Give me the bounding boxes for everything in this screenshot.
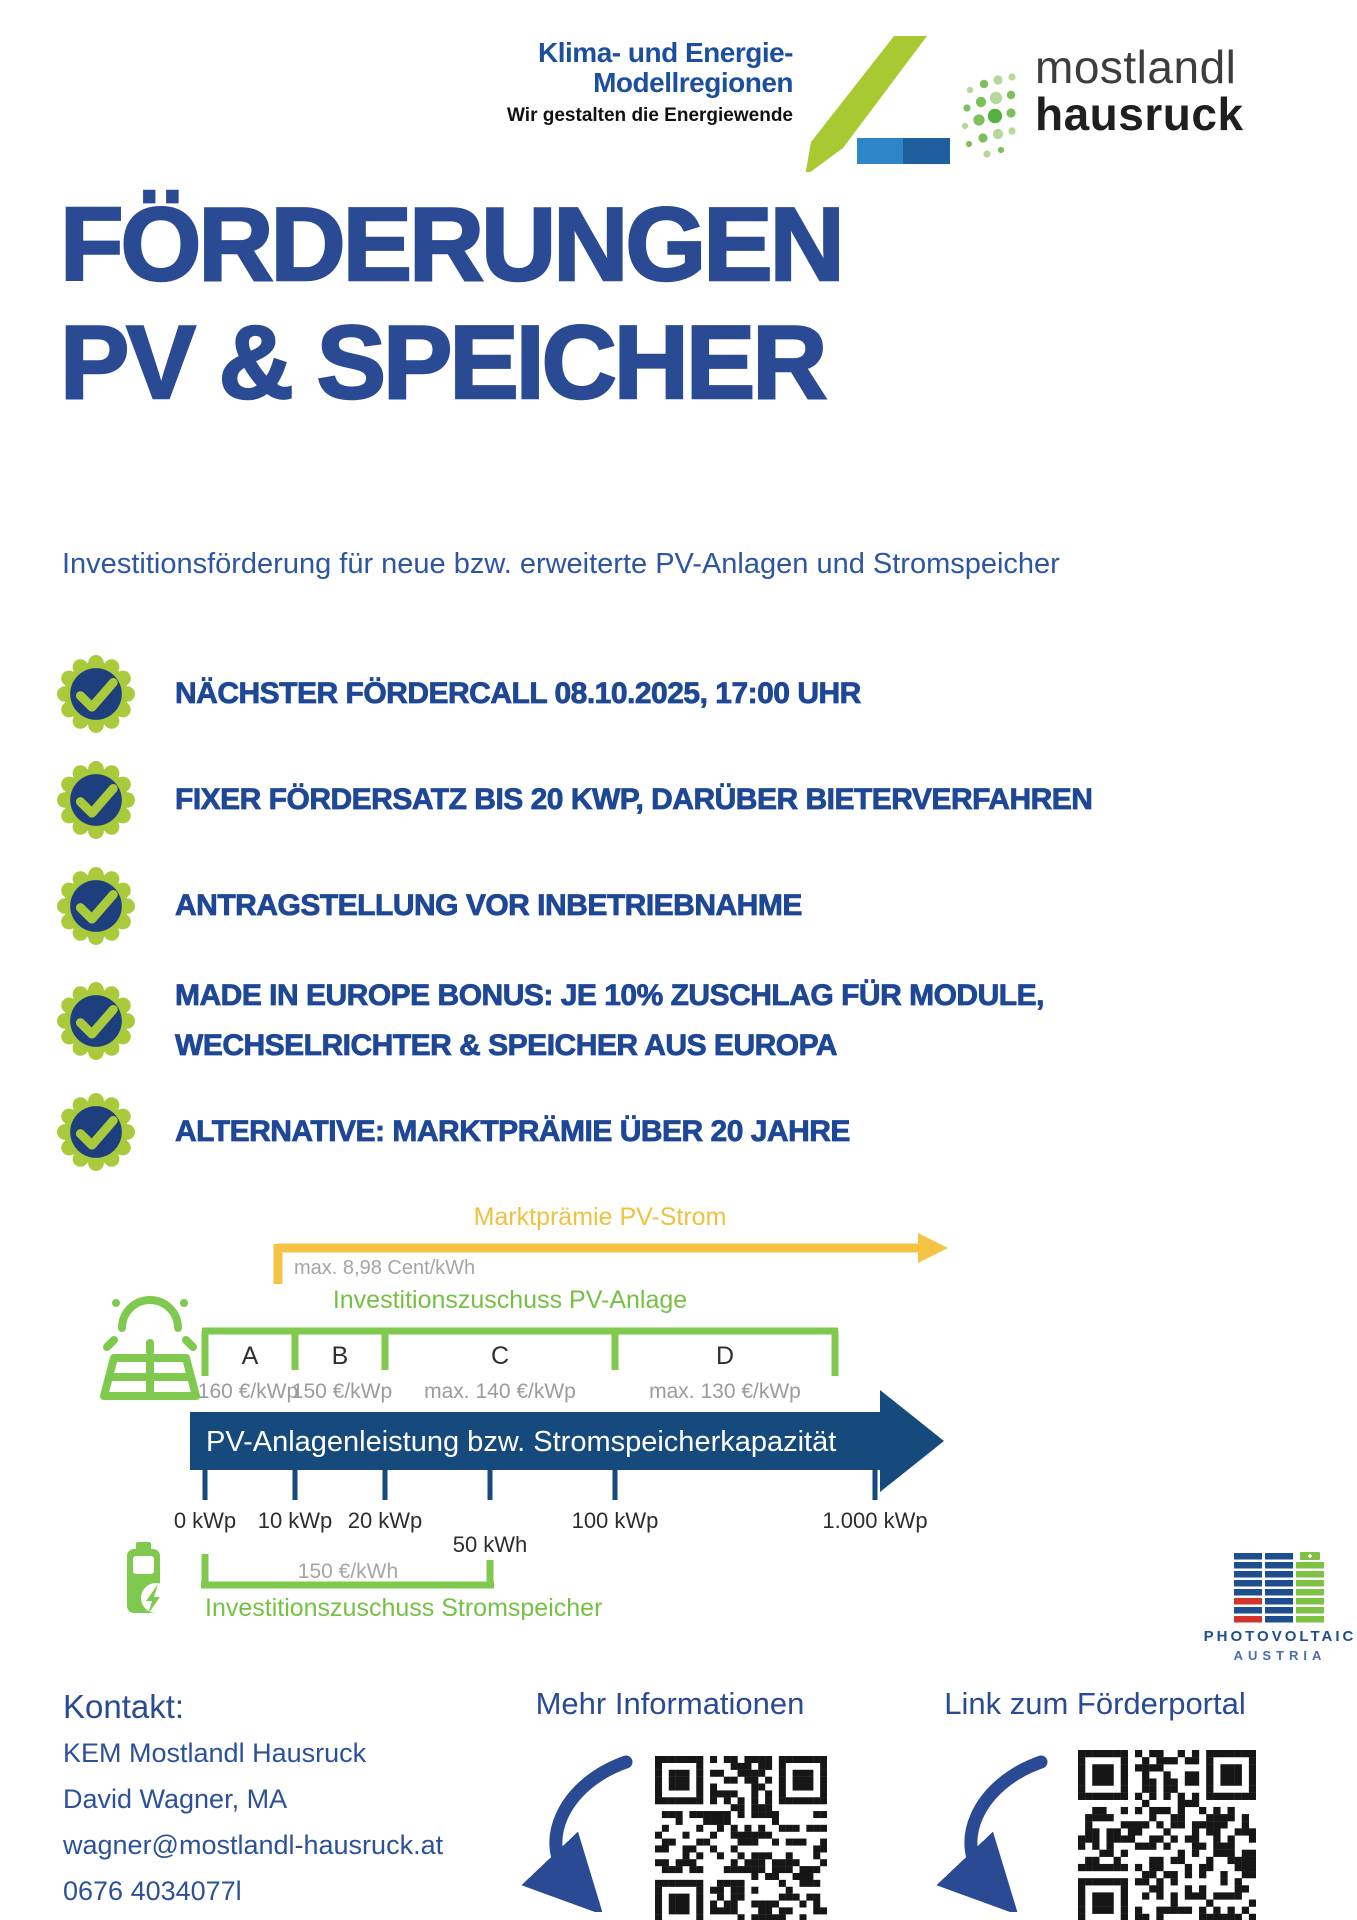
speicher-rate: 150 €/kWh xyxy=(297,1560,399,1583)
marktpraemie-label: Marktprämie PV-Strom xyxy=(473,1203,727,1231)
segment-a-rate: 160 €/kWp xyxy=(197,1380,299,1403)
checklist-item-label: FIXER FÖRDERSATZ BIS 20 KWP, DARÜBER BIETERVERFAHREN xyxy=(175,783,1093,816)
segment-b-label: B xyxy=(331,1342,349,1370)
check-badge-icon xyxy=(55,865,137,947)
page-title xyxy=(60,186,842,422)
kontakt-line: wagner@mostlandl-hausruck.at xyxy=(63,1830,444,1860)
checklist-item-label: MADE IN EUROPE BONUS: JE 10% ZUSCHLAG FÜR MODULE, WECHSELRICHTER & SPEICHER AUS EUROPA xyxy=(175,979,1044,1062)
marktpraemie-note: max. 8,98 Cent/kWh xyxy=(294,1257,476,1279)
axis-tick-label-10kwp: 10 kWp xyxy=(257,1508,333,1533)
kem-logo-line1: Klima- und Energie- xyxy=(538,37,793,68)
checklist-item xyxy=(55,1090,1315,1174)
pv-bonus-label: Investitionszuschuss PV-Anlage xyxy=(332,1286,688,1314)
checklist-item-label: NÄCHSTER FÖRDERCALL 08.10.2025, 17:00 UHR xyxy=(175,677,861,710)
funding-diagram xyxy=(80,1200,1357,1620)
kontakt-heading: Kontakt: xyxy=(63,1688,185,1725)
segment-d-label: D xyxy=(715,1342,735,1370)
pv-bonus-bracket xyxy=(202,1331,838,1376)
segment-d-rate: max. 130 €/kWp xyxy=(649,1380,801,1403)
axis-tick-label-50kwh: 50 kWh xyxy=(452,1532,528,1557)
mostlandl-dots-icon xyxy=(958,62,1030,170)
checklist-item-label: ANTRAGSTELLUNG VOR INBETRIEBNAHME xyxy=(175,889,802,922)
check-badge-icon xyxy=(55,759,137,841)
portal-heading: Link zum Förderportal xyxy=(944,1686,1246,1721)
axis-ticks xyxy=(205,1470,875,1500)
segment-a-label: A xyxy=(241,1342,259,1370)
pv-austria-line1: PHOTOVOLTAIC xyxy=(1203,1628,1357,1645)
segment-c-rate: max. 140 €/kWp xyxy=(424,1380,576,1403)
subtitle: Investitionsförderung für neue bzw. erweiterte PV-Anlagen und Stromspeicher xyxy=(62,548,1060,580)
kem-logo-tagline: Wir gestalten die Energiewende xyxy=(507,105,793,126)
pv-austria-wordmark xyxy=(1185,1628,1357,1663)
qr-code-portal xyxy=(1078,1750,1256,1920)
checklist-item xyxy=(55,966,1315,1076)
checklist-item xyxy=(55,652,1315,736)
battery-icon xyxy=(127,1542,171,1614)
info-heading: Mehr Informationen xyxy=(535,1686,805,1721)
kem-logo-text xyxy=(507,38,793,127)
axis-tick-label-1000kwp: 1.000 kWp xyxy=(822,1508,928,1533)
pv-austria-logo xyxy=(1185,1552,1357,1663)
axis-tick-label-20kwp: 20 kWp xyxy=(347,1508,423,1533)
check-badge-icon xyxy=(55,653,137,735)
pv-austria-line2: AUSTRIA xyxy=(1233,1648,1327,1663)
kontakt-line: 0676 4034077l xyxy=(63,1876,242,1906)
brand-mostlandl: mostlandl xyxy=(1035,41,1237,93)
checklist-item xyxy=(55,864,1315,948)
checklist-item-label: ALTERNATIVE: MARKTPRÄMIE ÜBER 20 JAHRE xyxy=(175,1115,850,1148)
kontakt-line: KEM Mostlandl Hausruck xyxy=(63,1738,367,1768)
segment-c-label: C xyxy=(490,1342,510,1370)
curved-arrow-icon xyxy=(518,1752,648,1912)
axis-title: PV-Anlagenleistung bzw. Stromspeicherkapazität xyxy=(206,1426,837,1458)
page-title-line1: FÖRDERUNGEN xyxy=(60,187,842,303)
brand-hausruck: hausruck xyxy=(1035,88,1244,140)
curved-arrow-icon xyxy=(933,1752,1063,1912)
check-badge-icon xyxy=(55,1091,137,1173)
checklist-item xyxy=(55,758,1315,842)
brand-wordmark xyxy=(1035,41,1244,140)
page-title-line2: PV & SPEICHER xyxy=(60,305,825,421)
speicher-bonus-label: Investitionszuschuss Stromspeicher xyxy=(205,1594,603,1620)
solar-panel-icon xyxy=(104,1300,196,1396)
pv-austria-logo-icon xyxy=(1234,1552,1326,1628)
kem-logo-line2: Modellregionen xyxy=(593,67,793,98)
check-badge-icon xyxy=(55,980,137,1062)
kontakt-line: David Wagner, MA xyxy=(63,1784,288,1814)
segment-b-rate: 150 €/kWp xyxy=(291,1380,393,1403)
kem-logo-mark-icon xyxy=(795,30,965,172)
axis-tick-label-100kwp: 100 kWp xyxy=(571,1508,659,1533)
axis-tick-label-0kwp: 0 kWp xyxy=(173,1508,237,1533)
qr-code-info xyxy=(655,1756,827,1920)
